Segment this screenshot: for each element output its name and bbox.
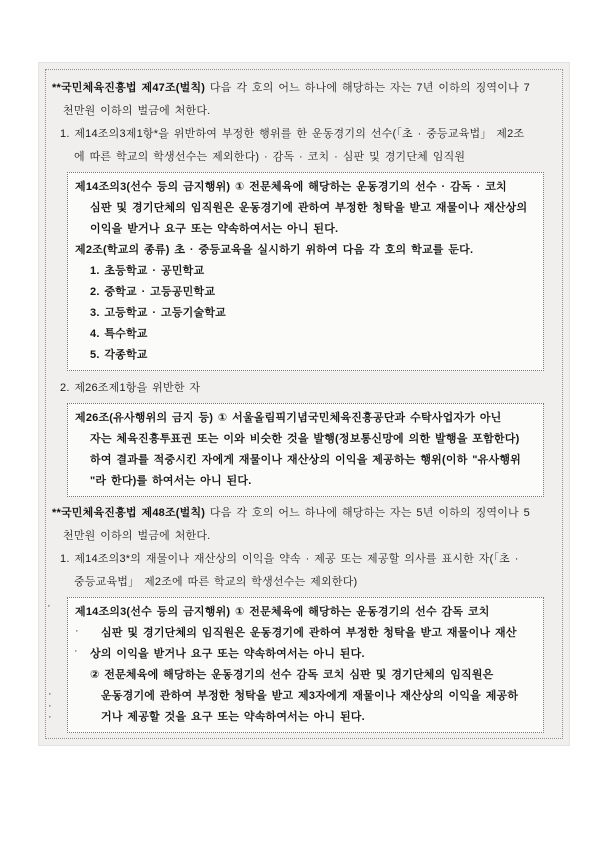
law-text-line: "라 한다)를 하여서는 아니 된다. bbox=[90, 475, 252, 487]
article-48-heading-tail: 다음 각 호의 어느 하나에 해당하는 자는 5년 이하의 징역이나 5 bbox=[205, 507, 530, 519]
article-48-item-1-line-1: 1. 제14조의3*의 재물이나 재산상의 이익을 약속 · 제공 또는 제공할 의사를 표시한 자(「초 · bbox=[60, 553, 519, 565]
scan-artifact-dot: · bbox=[48, 711, 52, 723]
law-text-line: 하여 결과를 적중시킨 자에게 재물이나 재산상의 이익을 제공하는 행위(이하 "유사행위 bbox=[90, 454, 521, 466]
article-47-heading-line2: 천만원 이하의 벌금에 처한다. bbox=[63, 105, 211, 117]
article-48-heading bbox=[52, 502, 556, 525]
scan-artifact-dot: · bbox=[75, 625, 79, 637]
article-48-item-1-line-2: 중등교육법」 제2조에 따른 학교의 학생선수는 제외한다) bbox=[74, 576, 358, 588]
law-text-line: 3. 고등학교 · 고등기술학교 bbox=[90, 307, 226, 319]
law-text-line: ② 전문체육에 해당하는 운동경기의 선수 감독 코치 심판 및 경기단체의 임직원은 bbox=[90, 669, 494, 681]
scan-artifact-dot: · bbox=[47, 600, 51, 612]
article-47-item-2: 2. 제26조제1항을 위반한 자 bbox=[60, 382, 201, 394]
law-excerpt-box-26 bbox=[67, 403, 544, 497]
law-text-line: 4. 특수학교 bbox=[90, 328, 148, 340]
scan-artifact-dot: · bbox=[74, 645, 78, 657]
section-article-47 bbox=[52, 77, 556, 169]
article-48-title: **국민체육진흥법 제48조(벌칙) bbox=[52, 507, 206, 519]
scanned-notice-frame bbox=[38, 62, 570, 746]
law-text-line: 이익을 받거나 요구 또는 약속하여서는 아니 된다. bbox=[90, 223, 339, 235]
law-text-line: 1. 초등학교 · 공민학교 bbox=[90, 265, 205, 277]
article-47-heading-tail: 다음 각 호의 어느 하나에 해당하는 자는 7년 이하의 징역이나 7 bbox=[205, 82, 530, 94]
law-text-line: 심판 및 경기단체의 임직원은 운동경기에 관하여 부정한 청탁을 받고 재물이나 재산상의 bbox=[90, 202, 528, 214]
law-excerpt-box-14-3-and-2 bbox=[67, 172, 544, 371]
law-text-line: 운동경기에 관하여 부정한 청탁을 받고 제3자에게 재물이나 재산상의 이익을 제공하 bbox=[101, 690, 519, 702]
law-text-line: 2. 중학교 · 고등공민학교 bbox=[90, 286, 216, 298]
law-text-line: 제14조의3(선수 등의 금지행위) ① 전문체육에 해당하는 운동경기의 선수 · 감독 · 코치 bbox=[75, 181, 507, 193]
law-text-line: 제14조의3(선수 등의 금지행위) ① 전문체육에 해당하는 운동경기의 선수 감독 코치 bbox=[75, 606, 490, 618]
scan-artifact-dot: · bbox=[48, 688, 52, 700]
law-text-line: 제26조(유사행위의 금지 등) ① 서울올림픽기념국민체육진흥공단과 수탁사업자가 아닌 bbox=[75, 412, 502, 424]
scan-artifact-dot: · bbox=[48, 700, 52, 712]
law-text-line: 자는 체육진흥투표권 또는 이와 비슷한 것을 발행(정보통신망에 의한 발행을 포함한다) bbox=[90, 433, 520, 445]
law-excerpt-box-14-3-full bbox=[67, 597, 544, 733]
law-text-line: 제2조(학교의 종류) 초 · 중등교육을 실시하기 위하여 다음 각 호의 학교를 둔다. bbox=[75, 244, 474, 256]
law-text-line: 5. 각종학교 bbox=[90, 349, 148, 361]
law-text-line: 상의 이익을 받거나 요구 또는 약속하여서는 아니 된다. bbox=[90, 648, 365, 660]
section-article-48 bbox=[52, 502, 556, 594]
article-47-item-1-line-1: 1. 제14조의3제1항*을 위반하여 부정한 행위를 한 운동경기의 선수(「초 · 중등교육법」 제2조 bbox=[60, 128, 525, 140]
article-47-heading bbox=[52, 77, 556, 100]
law-text-line: 심판 및 경기단체의 임직원은 운동경기에 관하여 부정한 청탁을 받고 재물이나 재산 bbox=[101, 627, 517, 639]
article-47-item-1-line-2: 에 따른 학교의 학생선수는 제외한다) · 감독 · 코치 · 심판 및 경기단체 임직원 bbox=[74, 151, 466, 163]
law-text-line: 거나 제공할 것을 요구 또는 약속하여서는 아니 된다. bbox=[101, 711, 365, 723]
notice-dotted-border bbox=[45, 69, 563, 739]
article-48-heading-line2: 천만원 이하의 벌금에 처한다. bbox=[63, 530, 211, 542]
article-47-title: **국민체육진흥법 제47조(벌칙) bbox=[52, 82, 206, 94]
